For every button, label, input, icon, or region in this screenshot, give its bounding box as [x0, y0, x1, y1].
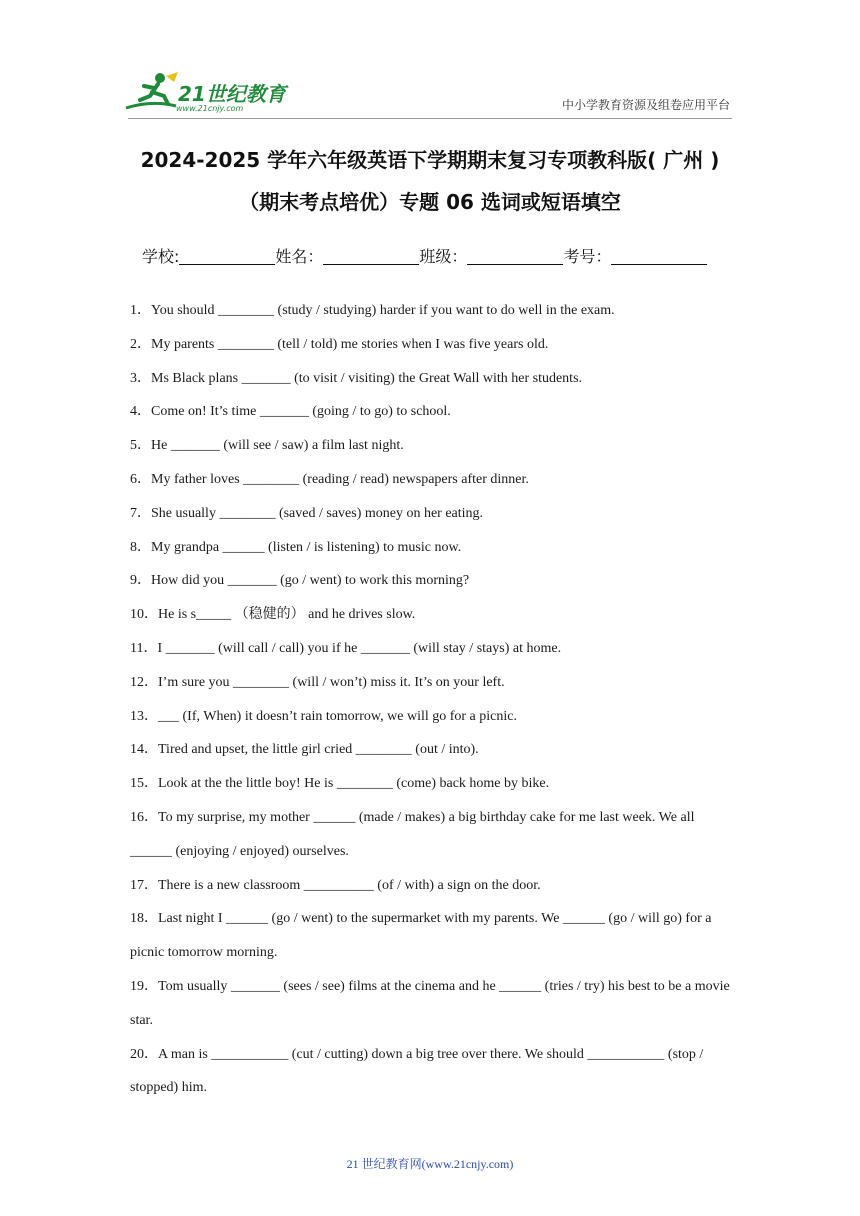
page-footer: 21 世纪教育网(www.21cnjy.com) [346, 1157, 514, 1171]
question-item: 9．How did you _______ (go / went) to work this morning? [130, 573, 470, 589]
question-item: 20．A man is ___________ (cut / cutting) down a big tree over there. We should ___________ (stop / stopped) him. [130, 1046, 704, 1096]
question-item: 4．Come on! It’s time _______ (going / to go) to school. [130, 404, 451, 420]
name-label: 姓名： [275, 247, 324, 266]
number-blank[interactable] [611, 248, 707, 265]
question-item: 18．Last night I ______ (go / went) to the supermarket with my parents. We ______ (go / will go) for a picnic tomorrow morning. [130, 911, 712, 961]
question-item: 8．My grandpa ______ (listen / is listening) to music now. [130, 539, 462, 555]
question-item: 11．I _______ (will call / call) you if he _______ (will stay / stays) at home. [130, 640, 562, 656]
question-list [130, 294, 734, 1105]
question-item: 13．___ (If, When) it doesn’t rain tomorrow, we will go for a picnic. [130, 708, 517, 724]
school-blank[interactable] [179, 248, 275, 265]
class-blank[interactable] [467, 248, 563, 265]
class-label: 班级： [419, 247, 468, 266]
number-label: 考号： [563, 247, 612, 266]
page-header [0, 0, 860, 130]
logo-url: www.21cnjy.com [176, 104, 244, 113]
platform-tagline: 中小学教育资源及组卷应用平台 [561, 98, 730, 112]
question-item: 7．She usually ________ (saved / saves) money on her eating. [130, 505, 484, 521]
question-item: 12．I’m sure you ________ (will / won’t) miss it. It’s on your left. [130, 674, 505, 690]
school-label: 学校: [142, 247, 180, 266]
document-title: 2024-2025 学年六年级英语下学期期末复习专项教科版( 广州 ) [140, 148, 720, 172]
logo-text: 21世纪教育 [178, 82, 286, 106]
question-item: 2．My parents ________ (tell / told) me stories when I was five years old. [130, 336, 549, 352]
header-divider [128, 118, 732, 119]
student-info-line [142, 244, 742, 267]
question-item: 16．To my surprise, my mother ______ (made / makes) a big birthday cake for me last week. We all ______ (enjoying / enjoyed) ourselves. [130, 809, 695, 859]
question-item: 10．He is s_____ （稳健的） and he drives slow. [130, 607, 416, 623]
question-item: 3．Ms Black plans _______ (to visit / visiting) the Great Wall with her students. [130, 370, 583, 386]
question-item: 17．There is a new classroom __________ (of / with) a sign on the door. [130, 877, 541, 893]
question-item: 5．He _______ (will see / saw) a film last night. [130, 438, 404, 454]
question-item: 14．Tired and upset, the little girl cried ________ (out / into). [130, 742, 479, 758]
question-item: 19．Tom usually _______ (sees / see) films at the cinema and he ______ (tries / try) his best to be a movie star. [130, 978, 730, 1028]
question-item: 6．My father loves ________ (reading / read) newspapers after dinner. [130, 471, 529, 487]
question-item: 1．You should ________ (study / studying) harder if you want to do well in the exam. [130, 303, 615, 318]
name-blank[interactable] [323, 248, 419, 265]
question-item: 15．Look at the the little boy! He is ________ (come) back home by bike. [130, 776, 550, 792]
document-subtitle: （期末考点培优）专题 06 选词或短语填空 [239, 190, 621, 214]
